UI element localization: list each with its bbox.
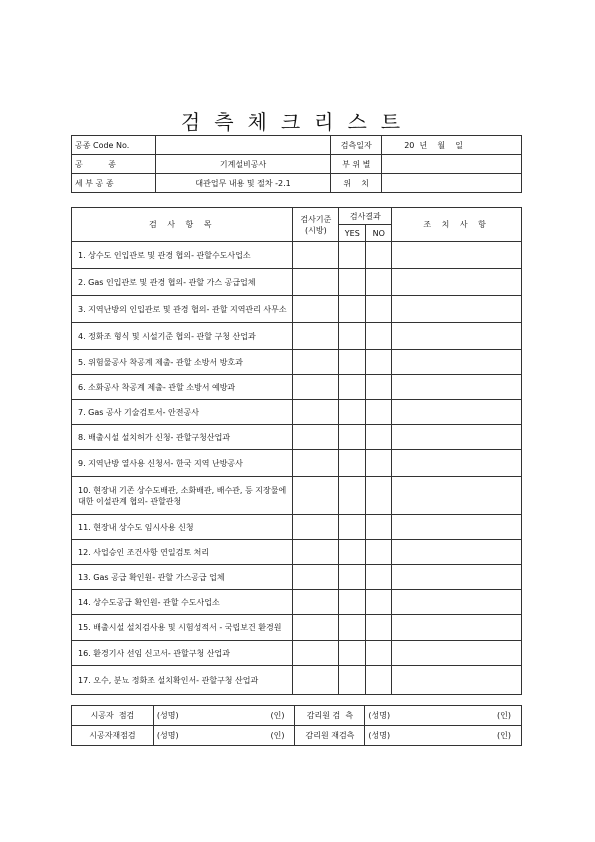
check-yes-cell[interactable] (339, 323, 366, 350)
supervisor-check-label: 감리원 검 측 (295, 706, 365, 726)
header-standard: 검사기준 (시방) (293, 208, 339, 242)
check-item-text: 4. 정화조 형식 및 시설기준 협의- 관할 구청 산업과 (72, 323, 293, 350)
check-no-cell[interactable] (366, 590, 392, 615)
check-yes-cell[interactable] (339, 477, 366, 515)
check-item-text: 6. 소화공사 착공계 제출- 관할 소방서 예방과 (72, 375, 293, 400)
check-item-text: 15. 배출시설 설치검사용 및 시험성적서 - 국립보건 환경원 (72, 615, 293, 641)
check-standard-cell[interactable] (293, 242, 339, 269)
check-action-cell[interactable] (392, 400, 522, 425)
check-standard-cell[interactable] (293, 375, 339, 400)
table-row (72, 450, 522, 477)
supervisor-recheck-label: 감리원 재검측 (295, 726, 365, 746)
check-action-cell[interactable] (392, 565, 522, 590)
check-action-cell[interactable] (392, 477, 522, 515)
check-yes-cell[interactable] (339, 615, 366, 641)
check-yes-cell[interactable] (339, 565, 366, 590)
check-no-cell[interactable] (366, 425, 392, 450)
check-no-cell[interactable] (366, 477, 392, 515)
check-yes-cell[interactable] (339, 540, 366, 565)
check-standard-cell[interactable] (293, 477, 339, 515)
check-yes-cell[interactable] (339, 515, 366, 540)
check-yes-cell[interactable] (339, 425, 366, 450)
check-item-text: 9. 지역난방 열사용 신청서- 한국 지역 난방공사 (72, 450, 293, 477)
check-standard-cell[interactable] (293, 425, 339, 450)
contractor-recheck-label: 시공자재점검 (72, 726, 154, 746)
check-no-cell[interactable] (366, 296, 392, 323)
check-yes-cell[interactable] (339, 400, 366, 425)
check-yes-cell[interactable] (339, 269, 366, 296)
table-row (72, 323, 522, 350)
check-yes-cell[interactable] (339, 590, 366, 615)
page-title: 검측체크리스트 (180, 110, 415, 134)
check-item-text: 2. Gas 인입관로 및 관경 협의- 관할 가스 공급업체 (72, 269, 293, 296)
check-action-cell[interactable] (392, 515, 522, 540)
check-standard-cell[interactable] (293, 323, 339, 350)
check-no-cell[interactable] (366, 350, 392, 375)
table-row (72, 666, 522, 695)
detail-value[interactable]: 대관업무 내용 및 절차 -2.1 (155, 174, 330, 193)
check-action-cell[interactable] (392, 296, 522, 323)
header-action: 조 치 사 항 (392, 208, 522, 242)
check-no-cell[interactable] (366, 666, 392, 695)
check-action-cell[interactable] (392, 450, 522, 477)
check-standard-cell[interactable] (293, 350, 339, 375)
check-item-text: 14. 상수도공급 확인원- 관할 수도사업소 (72, 590, 293, 615)
check-action-cell[interactable] (392, 641, 522, 666)
table-row (72, 515, 522, 540)
contractor-check-name[interactable]: (성명) (153, 706, 205, 726)
check-item-text: 5. 위험물공사 착공계 제출- 관할 소방서 방호과 (72, 350, 293, 375)
supervisor-recheck-name[interactable]: (성명) (365, 726, 423, 746)
check-yes-cell[interactable] (339, 350, 366, 375)
check-no-cell[interactable] (366, 565, 392, 590)
table-row (72, 375, 522, 400)
check-action-cell[interactable] (392, 666, 522, 695)
check-no-cell[interactable] (366, 540, 392, 565)
check-yes-cell[interactable] (339, 641, 366, 666)
check-action-cell[interactable] (392, 540, 522, 565)
table-row (72, 540, 522, 565)
location-label: 위 치 (331, 174, 382, 193)
check-no-cell[interactable] (366, 269, 392, 296)
table-row (72, 400, 522, 425)
contractor-check-label: 시공자 점검 (72, 706, 154, 726)
check-action-cell[interactable] (392, 615, 522, 641)
check-no-cell[interactable] (366, 641, 392, 666)
table-row (72, 565, 522, 590)
table-row (72, 477, 522, 515)
check-yes-cell[interactable] (339, 666, 366, 695)
work-code-label: 공종 Code No. (72, 136, 156, 155)
header-item: 검 사 항 목 (72, 208, 293, 242)
check-yes-cell[interactable] (339, 296, 366, 323)
header-yes: YES (339, 225, 366, 242)
check-action-cell[interactable] (392, 425, 522, 450)
supervisor-recheck-seal[interactable]: (인) (423, 726, 522, 746)
supervisor-check-seal[interactable]: (인) (423, 706, 522, 726)
signature-table (71, 705, 522, 746)
check-action-cell[interactable] (392, 350, 522, 375)
check-no-cell[interactable] (366, 242, 392, 269)
part-value[interactable] (382, 155, 522, 174)
contractor-check-seal[interactable]: (인) (205, 706, 295, 726)
table-row (72, 269, 522, 296)
location-value[interactable] (382, 174, 522, 193)
check-item-text: 7. Gas 공사 기술검토서- 안전공사 (72, 400, 293, 425)
check-standard-cell[interactable] (293, 400, 339, 425)
checklist-table (71, 207, 522, 695)
check-item-text: 11. 현장내 상수도 임시사용 신청 (72, 515, 293, 540)
table-row (72, 425, 522, 450)
check-action-cell[interactable] (392, 375, 522, 400)
check-standard-cell[interactable] (293, 296, 339, 323)
check-yes-cell[interactable] (339, 450, 366, 477)
table-row (72, 615, 522, 641)
check-no-cell[interactable] (366, 515, 392, 540)
work-type-label: 공 종 (72, 155, 156, 174)
info-table (71, 135, 522, 193)
check-standard-cell[interactable] (293, 450, 339, 477)
check-item-text: 13. Gas 공급 확인원- 관할 가스공급 업체 (72, 565, 293, 590)
supervisor-check-name[interactable]: (성명) (365, 706, 423, 726)
check-yes-cell[interactable] (339, 242, 366, 269)
part-label: 부 위 별 (331, 155, 382, 174)
check-item-text: 17. 오수, 분뇨 정화조 설치확인서- 관할구청 산업과 (72, 666, 293, 695)
detail-label: 세 부 공 종 (72, 174, 156, 193)
check-action-cell[interactable] (392, 242, 522, 269)
check-standard-cell[interactable] (293, 666, 339, 695)
check-standard-cell[interactable] (293, 590, 339, 615)
contractor-recheck-name[interactable]: (성명) (153, 726, 205, 746)
check-standard-cell[interactable] (293, 615, 339, 641)
check-action-cell[interactable] (392, 323, 522, 350)
header-no: NO (366, 225, 392, 242)
contractor-recheck-seal[interactable]: (인) (205, 726, 295, 746)
table-row (72, 641, 522, 666)
check-standard-cell[interactable] (293, 565, 339, 590)
work-code-value[interactable] (155, 136, 330, 155)
table-row (72, 350, 522, 375)
table-row (72, 242, 522, 269)
check-action-cell[interactable] (392, 269, 522, 296)
check-no-cell[interactable] (366, 450, 392, 477)
table-row (72, 590, 522, 615)
table-row (72, 296, 522, 323)
check-no-cell[interactable] (366, 400, 392, 425)
check-standard-cell[interactable] (293, 540, 339, 565)
inspect-date-label: 검측일자 (331, 136, 382, 155)
check-standard-cell[interactable] (293, 641, 339, 666)
check-item-text: 8. 배출시설 설치허가 신청- 관할구청산업과 (72, 425, 293, 450)
check-standard-cell[interactable] (293, 515, 339, 540)
check-no-cell[interactable] (366, 375, 392, 400)
check-item-text: 10. 현장내 기존 상수도배관, 소화배관, 배수관, 등 지장물에 대한 이설관계 협의- 관할관청 (72, 477, 293, 515)
check-action-cell[interactable] (392, 590, 522, 615)
header-result: 검사결과 (339, 208, 392, 225)
check-item-text: 12. 사업승인 조건사항 연일검토 처리 (72, 540, 293, 565)
inspect-date-value[interactable]: 20 년 월 일 (382, 136, 522, 155)
check-item-text: 3. 지역난방의 인입관로 및 관경 협의- 관할 지역관리 사무소 (72, 296, 293, 323)
check-no-cell[interactable] (366, 323, 392, 350)
check-yes-cell[interactable] (339, 375, 366, 400)
check-item-text: 16. 환경기사 선임 신고서- 관할구청 산업과 (72, 641, 293, 666)
check-no-cell[interactable] (366, 615, 392, 641)
work-type-value[interactable]: 기계설비공사 (155, 155, 330, 174)
check-item-text: 1. 상수도 인입관로 및 관경 협의- 관할수도사업소 (72, 242, 293, 269)
check-standard-cell[interactable] (293, 269, 339, 296)
